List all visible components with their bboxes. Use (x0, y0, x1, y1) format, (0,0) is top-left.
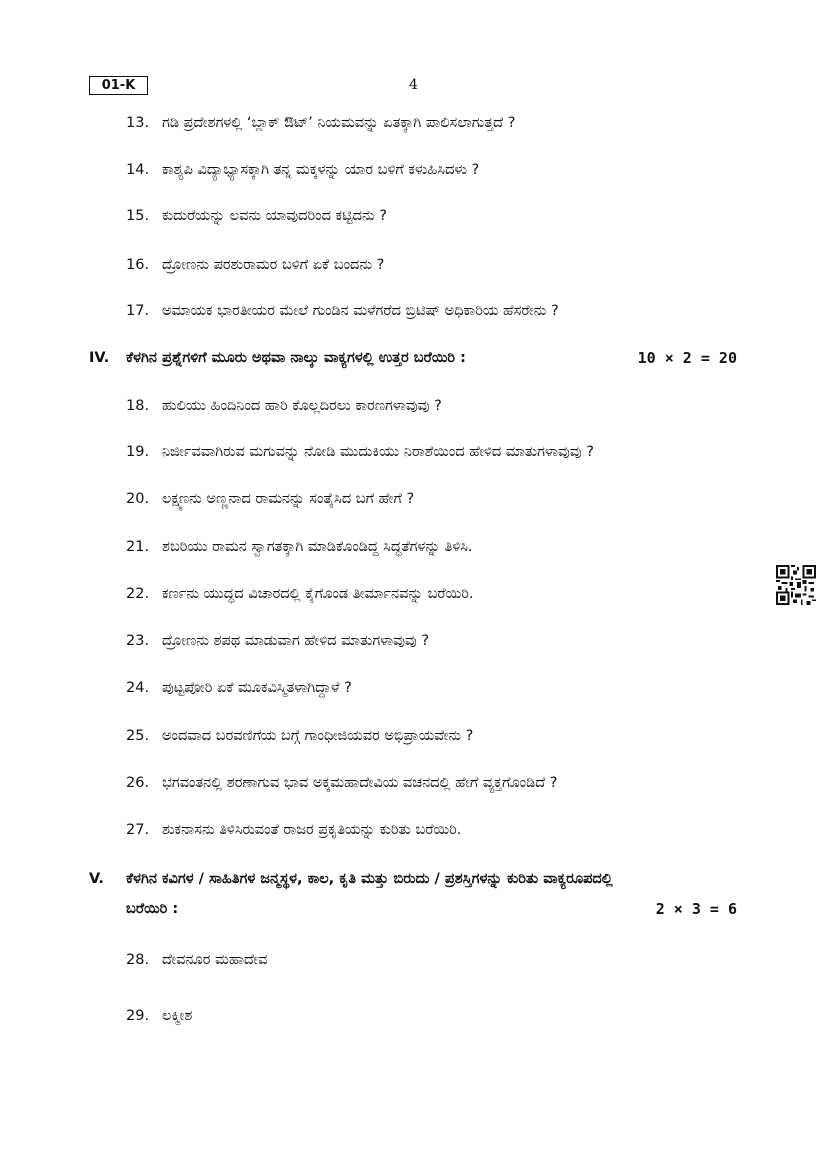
page-number: 4 (409, 77, 418, 93)
question-17 (126, 301, 559, 321)
question-number: 28. (126, 952, 150, 968)
question-13 (126, 113, 515, 133)
question-16 (126, 255, 384, 275)
question-number: 23. (126, 633, 150, 649)
paper-code: 01-K (89, 76, 148, 95)
section-instruction: ಕೆಳಗಿನ ಕವಿಗಳ / ಸಾಹಿತಿಗಳ ಜನ್ಮಸ್ಥಳ, ಕಾಲ, ಕೃತಿ ಮತ್ತು ಬಿರುದು / ಪ್ರಶಸ್ತಿಗಳನ್ನು ಕುರಿತು ವಾಕ್ಯರೂಪದಲ್ಲಿ (126, 871, 613, 887)
question-text: ದ್ರೋಣನು ಶಪಥ ಮಾಡುವಾಗ ಹೇಳಿದ ಮಾತುಗಳಾವುವು ? (162, 633, 430, 649)
question-text: ಪುಟ್ಟಪೋರಿ ಏಕೆ ಮೂಕವಿಸ್ಮಿತಳಾಗಿದ್ದಾಳೆ ? (162, 680, 352, 696)
question-text: ಲಕ್ಮೀಶ (162, 1008, 193, 1024)
question-number: 15. (126, 208, 150, 224)
section-roman: V. (89, 871, 104, 887)
question-number: 17. (126, 303, 150, 319)
question-21 (126, 537, 473, 557)
question-text: ಕುದುರೆಯನ್ನು ಲವನು ಯಾವುದರಿಂದ ಕಟ್ಟಿದನು ? (162, 208, 387, 224)
question-text: ಅಮಾಯಕ ಭಾರತೀಯರ ಮೇಲೆ ಗುಂಡಿನ ಮಳೆಗರೆದ ಬ್ರಿಟಿಷ್ ಅಧಿಕಾರಿಯ ಹೆಸರೇನು ? (162, 303, 559, 319)
question-25 (126, 726, 473, 746)
question-27 (126, 820, 461, 840)
question-number: 24. (126, 680, 150, 696)
question-text: ನಿರ್ಜೀವವಾಗಿರುವ ಮಗುವನ್ನು ನೋಡಿ ಮುದುಕಿಯು ನಿರಾಶೆಯಿಂದ ಹೇಳಿದ ಮಾತುಗಳಾವುವು ? (162, 444, 594, 460)
question-number: 16. (126, 257, 150, 273)
question-number: 14. (126, 162, 150, 178)
question-number: 27. (126, 822, 150, 838)
question-number: 29. (126, 1008, 150, 1024)
section-iv-marks: 10 × 2 = 20 (637, 349, 737, 367)
section-v-heading-line2: ಬರೆಯಿರಿ : (126, 901, 179, 917)
question-18 (126, 396, 442, 416)
question-number: 22. (126, 586, 150, 602)
question-15 (126, 206, 387, 226)
section-roman: IV. (89, 350, 110, 366)
question-number: 19. (126, 444, 150, 460)
question-14 (126, 160, 479, 180)
question-text: ದ್ರೋಣನು ಪರಶುರಾಮರ ಬಳಿಗೆ ಏಕೆ ಬಂದನು ? (162, 257, 385, 273)
question-26 (126, 773, 557, 793)
section-iv-heading (89, 348, 466, 368)
section-instruction: ಕೆಳಗಿನ ಪ್ರಶ್ನೆಗಳಿಗೆ ಮೂರು ಅಥವಾ ನಾಲ್ಕು ವಾಕ್ಯಗಳಲ್ಲಿ ಉತ್ತರ ಬರೆಯಿರಿ : (126, 350, 466, 366)
question-20 (126, 489, 414, 509)
question-text: ಶಬರಿಯು ರಾಮನ ಸ್ವಾಗತಕ್ಕಾಗಿ ಮಾಡಿಕೊಂಡಿದ್ದ ಸಿದ್ಧತೆಗಳನ್ನು ತಿಳಿಸಿ. (162, 539, 473, 555)
question-text: ಗಡಿ ಪ್ರದೇಶಗಳಲ್ಲಿ ‘ಬ್ಲಾಕ್ ಔಟ್’ ನಿಯಮವನ್ನು ಏತಕ್ಕಾಗಿ ಪಾಲಿಸಲಾಗುತ್ತದೆ ? (162, 115, 516, 131)
question-text: ಲಕ್ಷ್ಮಣನು ಅಣ್ಣನಾದ ರಾಮನನ್ನು ಸಂತೈಸಿದ ಬಗೆ ಹೇಗೆ ? (162, 491, 415, 507)
question-23 (126, 631, 429, 651)
question-text: ಭಗವಂತನಲ್ಲಿ ಶರಣಾಗುವ ಭಾವ ಅಕ್ಕಮಹಾದೇವಿಯ ವಚನದಲ್ಲಿ ಹೇಗೆ ವ್ಯಕ್ತಗೊಂಡಿದೆ ? (162, 775, 558, 791)
question-29 (126, 1006, 192, 1026)
question-text: ಶುಕನಾಸನು ತಿಳಿಸಿರುವಂತೆ ರಾಜರ ಪ್ರಕೃತಿಯನ್ನು ಕುರಿತು ಬರೆಯಿರಿ. (162, 822, 462, 838)
section-v-heading (89, 869, 613, 889)
qr-code-icon (775, 565, 817, 605)
question-24 (126, 678, 352, 698)
question-number: 21. (126, 539, 150, 555)
question-number: 18. (126, 398, 150, 414)
question-number: 25. (126, 728, 150, 744)
question-text: ಹುಲಿಯು ಹಿಂದಿನಿಂದ ಹಾರಿ ಕೊಲ್ಲದಿರಲು ಕಾರಣಗಳಾವುವು ? (162, 398, 442, 414)
question-text: ಕಾಶ್ಯಪಿ ವಿದ್ಯಾಭ್ಯಾಸಕ್ಕಾಗಿ ತನ್ನ ಮಕ್ಕಳನ್ನು ಯಾರ ಬಳಿಗೆ ಕಳುಹಿಸಿದಳು ? (162, 162, 480, 178)
question-text: ದೇವನೂರ ಮಹಾದೇವ (162, 952, 268, 968)
question-number: 13. (126, 115, 150, 131)
question-19 (126, 442, 594, 462)
question-28 (126, 950, 267, 970)
section-v-marks: 2 × 3 = 6 (655, 900, 737, 918)
question-22 (126, 584, 474, 604)
question-number: 26. (126, 775, 150, 791)
question-text: ಕರ್ಣನು ಯುದ್ಧದ ವಿಚಾರದಲ್ಲಿ ಕೈಗೊಂಡ ತೀರ್ಮಾನವನ್ನು ಬರೆಯಿರಿ. (162, 586, 474, 602)
question-text: ಅಂದವಾದ ಬರವಣಿಗೆಯ ಬಗ್ಗೆ ಗಾಂಧೀಜಿಯವರ ಅಭಿಪ್ರಾಯವೇನು ? (162, 728, 474, 744)
question-number: 20. (126, 491, 150, 507)
